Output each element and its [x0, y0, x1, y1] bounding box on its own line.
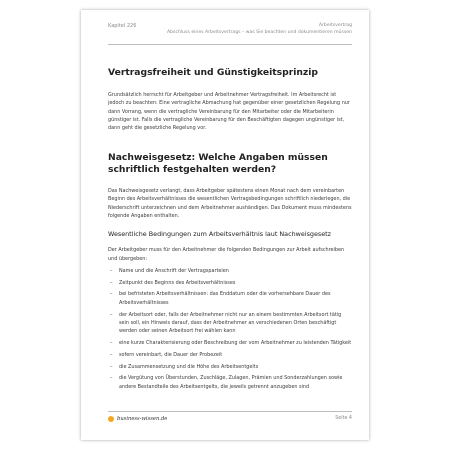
- header-right: [167, 23, 352, 36]
- paragraph-vertragsfreiheit: Grundsätzlich herrscht für Arbeitgeber und Arbeitnehmer Vertragsfreiheit. Im Arbeitsrecht ist jedoch zu beachten: Eine vertragliche Abmachung hat gegenüber einer gesetzlichen Regelung nur dann Vorrang, wenn die vertragliche Vereinbarung für den Mitarbeiter oder die Mitarbeiterin günstiger ist. Falls die vertragliche Vereinbarung für den Beschäftigten dagegen ungünstiger ist, dann geht die gesetzliche Regelung vor.: [108, 92, 350, 132]
- list-item-text: eine kurze Charakterisierung oder Beschreibung der vom Arbeitnehmer zu leistenden Tätigkeit: [119, 339, 352, 346]
- section-title-vertragsfreiheit: Vertragsfreiheit und Günstigkeitsprinzip: [108, 67, 318, 78]
- section-title-nachweisgesetz: Nachweisgesetz: Welche Angaben müssen schriftlich festgehalten werden?: [108, 152, 328, 176]
- list-item-text: bei befristeten Arbeitsverhältnissen: das Enddatum oder die vorhersehbare Dauer des Arbeitsverhältnisses: [119, 291, 331, 306]
- subsection-title-bedingungen: Wesentliche Bedingungen zum Arbeitsverhältnis laut Nachweisgesetz: [108, 230, 332, 239]
- paragraph-nachweisgesetz: Das Nachweisgesetz verlangt, dass Arbeitgeber spätestens einen Monat nach dem vereinbarten Beginn des Arbeitsverhältnisses die wesentlichen Vertragsbedingungen schriftlich niederlegen, die Niederschrift unterzeichnen und dem Arbeitnehmer aushändigen. Das Dokument muss mindestens folgende Angaben enthalten.: [108, 188, 352, 219]
- page-footer: [108, 411, 352, 426]
- list-item: [108, 311, 352, 336]
- logo-dot-icon: [108, 416, 114, 422]
- page-header: [108, 22, 352, 45]
- chapter-label: Kapitel 226: [108, 23, 137, 29]
- list-item-text: der Arbeitsort oder, falls der Arbeitnehmer nicht nur an einem bestimmten Arbeitsort tätig sein soll, ein Hinweis darauf, dass der Arbeitnehmer an verschiedenen Orten beschäftigt werden oder seinen Arbeitsort frei wählen kann: [119, 311, 342, 335]
- list-item-text: sofern vereinbart, die Dauer der Probezeit: [119, 351, 223, 358]
- dash-bullet-icon: –: [110, 267, 113, 274]
- dash-bullet-icon: –: [110, 311, 113, 318]
- list-item: [108, 267, 352, 275]
- page-content: [108, 45, 352, 391]
- dash-bullet-icon: –: [110, 363, 113, 370]
- dash-bullet-icon: –: [110, 279, 113, 286]
- page-number: Seite 4: [335, 416, 352, 421]
- dash-bullet-icon: –: [110, 291, 113, 298]
- list-item-text: die Vergütung von Überstunden, Zuschläge, Zulagen, Prämien und Sonderzahlungen sowie andere Bestandteile des Arbeitsentgelts, die jeweils getrennt anzugeben sind: [119, 375, 343, 390]
- dash-bullet-icon: –: [110, 375, 113, 382]
- dash-bullet-icon: –: [110, 339, 113, 346]
- document-page: [81, 10, 369, 440]
- dash-bullet-icon: –: [110, 351, 113, 358]
- header-subtitle: Abschluss eines Arbeitsvertrags – was Sie beachten und dokumentieren müssen: [167, 29, 352, 35]
- list-item-text: Zeitpunkt des Beginns des Arbeitsverhältnisses: [119, 279, 236, 286]
- header-topic: Arbeitsvertrag: [318, 23, 352, 28]
- list-item: [108, 363, 352, 371]
- conditions-list: [108, 267, 352, 391]
- paragraph-bedingungen-intro: Der Arbeitgeber muss für den Arbeitnehmer die folgenden Bedingungen zur Arbeit aufschreiben und übergeben:: [108, 247, 345, 262]
- list-item: [108, 279, 352, 287]
- list-item: [108, 351, 352, 359]
- list-item-text: die Zusammensetzung und die Höhe des Arbeitsentgelts: [119, 363, 259, 370]
- list-item: [108, 374, 352, 391]
- list-item-text: Name und die Anschrift der Vertragsparteien: [119, 267, 229, 274]
- logo-text: business-wissen.de: [117, 416, 168, 422]
- list-item: [108, 290, 352, 307]
- list-item: [108, 339, 352, 347]
- brand-logo[interactable]: [108, 416, 167, 422]
